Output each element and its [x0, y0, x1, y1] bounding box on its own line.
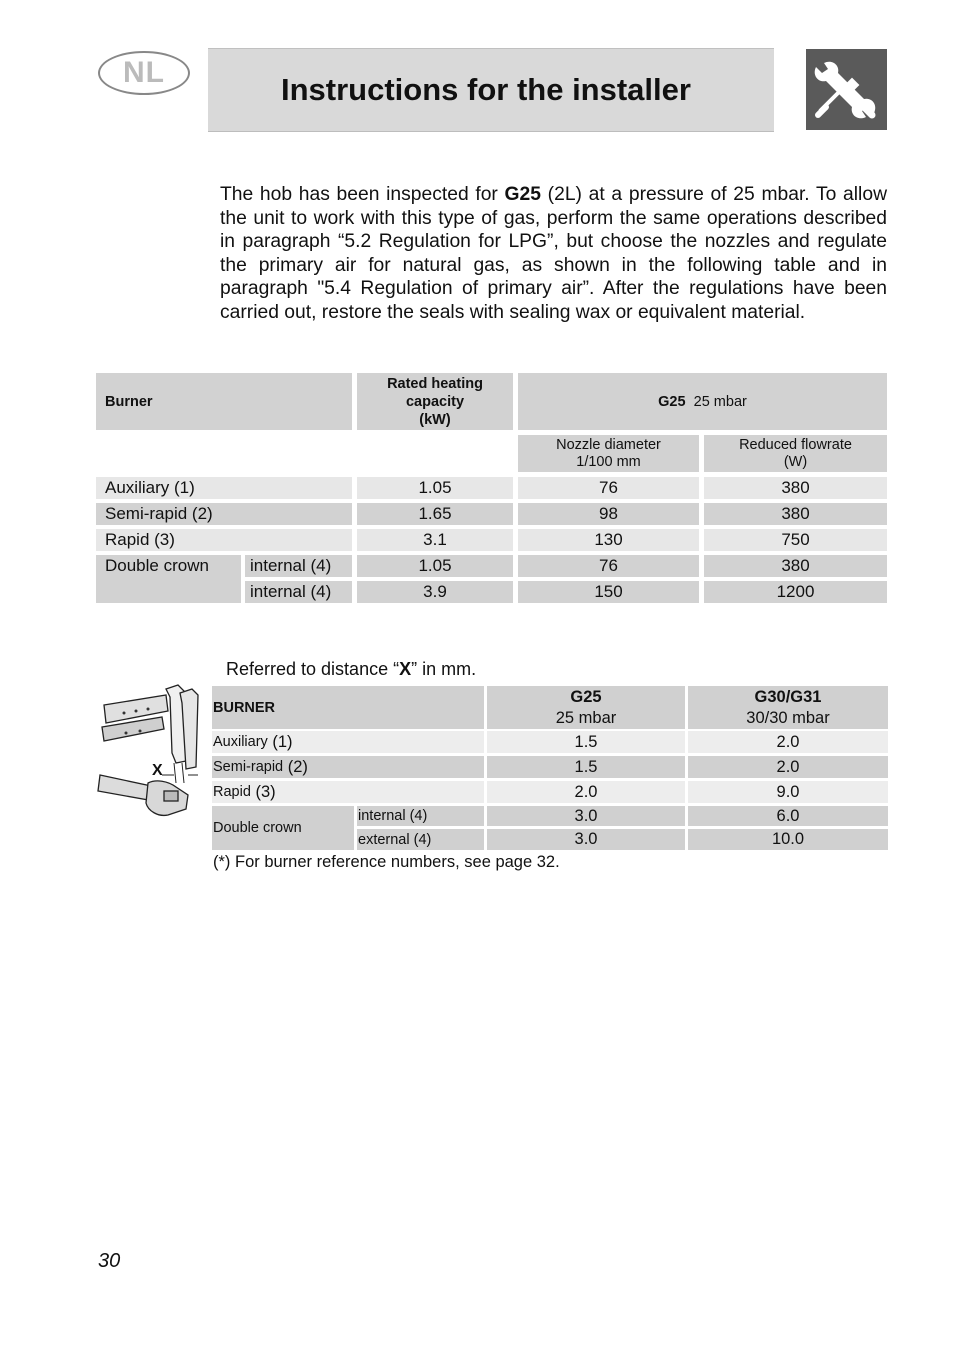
table-row-g25: 3.0: [487, 829, 685, 850]
table-row-burner: Rapid (3): [212, 781, 484, 803]
burner-header: Burner: [96, 373, 352, 430]
table-row-sub: internal (4): [245, 581, 352, 603]
table-row-sub: external (4): [357, 829, 484, 850]
table-row-nozzle: 76: [518, 477, 699, 499]
table-row-burner: Rapid (3): [96, 529, 352, 551]
table-row-g30: 2.0: [688, 731, 888, 753]
table-row-capacity: 1.65: [357, 503, 513, 525]
distance-caption: Referred to distance “X” in mm.: [226, 659, 477, 679]
table-row-flow: 380: [704, 555, 887, 577]
table-row-g25: 1.5: [487, 756, 685, 778]
table-row-burner: Semi-rapid (2): [96, 503, 352, 525]
table-row-nozzle: 130: [518, 529, 699, 551]
table-row-flow: 380: [704, 477, 887, 499]
table-row-capacity: 1.05: [357, 477, 513, 499]
flow-header: Reduced flowrate (W): [704, 435, 887, 472]
table-row-flow: 750: [704, 529, 887, 551]
intro-gas: G25: [504, 184, 541, 205]
table-row-g25: 2.0: [487, 781, 685, 803]
table-row-flow: 380: [704, 503, 887, 525]
table-row-capacity: 1.05: [357, 555, 513, 577]
table-row-g30: 6.0: [688, 806, 888, 826]
table-row-g25: 1.5: [487, 731, 685, 753]
double-crown-label: Double crown: [96, 555, 241, 603]
table-row-g30: 9.0: [688, 781, 888, 803]
g30-header: G30/G31 30/30 mbar: [688, 686, 888, 729]
g25-header: G25 25 mbar: [487, 686, 685, 729]
table-row-capacity: 3.1: [357, 529, 513, 551]
page-title: Instructions for the installer: [281, 72, 691, 107]
table-row-burner: Auxiliary (1): [96, 477, 352, 499]
language-badge: NL: [98, 51, 190, 95]
intro-text-1: The hob has been inspected for: [220, 184, 505, 205]
diagram-x-label: X: [152, 762, 163, 779]
double-crown-label-2: Double crown: [212, 806, 354, 850]
table-row-g30: 10.0: [688, 829, 888, 850]
table-row-g30: 2.0: [688, 756, 888, 778]
table-row-nozzle: 98: [518, 503, 699, 525]
gas-header: G25 25 mbar: [518, 373, 887, 430]
table-row-flow: 1200: [704, 581, 887, 603]
reference-note: (*) For burner reference numbers, see page 32.: [213, 853, 560, 871]
intro-text-2: (2L) at a pressure of 25 mbar. To allow the unit to work with this type of gas, perform the same operations described in paragraph “5.2 Regulation for LPG”, but choose the nozzles and regulate the primary air for natural gas, as shown in the following table and in paragraph "5.4 Regulation of primary air”. After the regulations have been carried out, restore the seals with sealing wax or equivalent material.: [220, 184, 887, 323]
nozzle-distance-diagram: [96, 683, 206, 828]
page-number: 30: [98, 1250, 121, 1272]
table-row-sub: internal (4): [357, 806, 484, 826]
page-title-bar: [208, 48, 774, 132]
table-row-burner: Semi-rapid (2): [212, 756, 484, 778]
table-row-sub: internal (4): [245, 555, 352, 577]
burner-header-2: BURNER: [212, 686, 484, 729]
tools-icon: [806, 49, 887, 130]
capacity-header: Rated heating capacity (kW): [357, 373, 513, 430]
table-row-nozzle: 150: [518, 581, 699, 603]
table-row-burner: Auxiliary (1): [212, 731, 484, 753]
intro-paragraph: [220, 183, 887, 325]
table-row-nozzle: 76: [518, 555, 699, 577]
table-row-capacity: 3.9: [357, 581, 513, 603]
table-row-g25: 3.0: [487, 806, 685, 826]
nozzle-header: Nozzle diameter 1/100 mm: [518, 435, 699, 472]
